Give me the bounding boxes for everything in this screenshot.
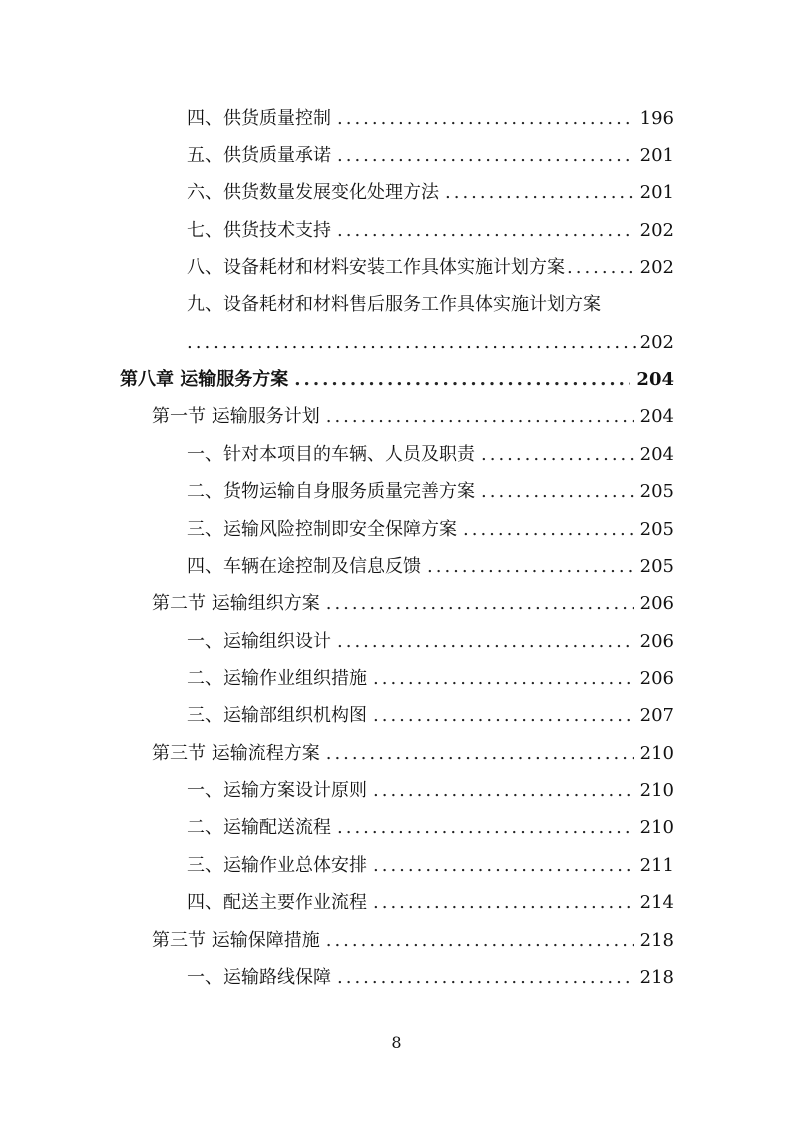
toc-leader-dots: [326, 735, 634, 772]
toc-entry-continuation[interactable]: [0, 324, 793, 361]
toc-entry-title: 九、设备耗材和材料售后服务工作具体实施计划方案: [187, 294, 601, 315]
toc-entry-page: 204: [639, 406, 674, 427]
toc-entry-page: 211: [639, 855, 674, 876]
toc-entry-page: 218: [639, 967, 674, 988]
toc-entry-page: 196: [639, 108, 674, 129]
toc-entry[interactable]: [0, 473, 793, 510]
toc-entry[interactable]: [0, 436, 793, 473]
toc-entry-page: 207: [639, 705, 674, 726]
toc-leader-dots: [463, 511, 634, 548]
toc-entry-page: 205: [639, 481, 674, 502]
toc-entry-page: 201: [639, 145, 674, 166]
toc-entry-title: 四、配送主要作业流程: [187, 892, 367, 913]
toc-leader-dots: [481, 436, 634, 473]
toc-section[interactable]: [0, 585, 793, 622]
toc-entry-title: 四、供货质量控制: [187, 108, 331, 129]
toc-entry-title: 一、运输方案设计原则: [187, 780, 367, 801]
toc-entry-title: 第三节 运输流程方案: [152, 743, 320, 764]
toc-leader-dots: [481, 473, 634, 510]
toc-entry-page: 205: [639, 556, 674, 577]
toc-leader-dots: [326, 398, 634, 435]
toc-leader-dots: [373, 847, 634, 884]
toc-entry[interactable]: [0, 548, 793, 585]
toc-leader-dots: [187, 324, 636, 361]
toc-entry-page: 204: [639, 444, 674, 465]
toc-entry-page: 206: [639, 668, 674, 689]
toc-entry-title: 七、供货技术支持: [187, 220, 331, 241]
toc-entry[interactable]: [0, 697, 793, 734]
toc-leader-dots: [373, 884, 634, 921]
toc-entry[interactable]: [0, 286, 793, 323]
toc-entry-title: 第八章 运输服务方案: [120, 369, 289, 390]
toc-entry[interactable]: [0, 249, 793, 286]
toc-entry-page: 202: [639, 332, 674, 353]
toc-entry-page: 205: [639, 519, 674, 540]
toc-entry-page: 206: [639, 631, 674, 652]
toc-entry-title: 八、设备耗材和材料安装工作具体实施计划方案: [187, 257, 565, 278]
toc-entry[interactable]: [0, 884, 793, 921]
toc-entry-title: 第二节 运输组织方案: [152, 593, 320, 614]
toc-entry-page: 204: [636, 369, 674, 390]
toc-leader-dots: [373, 697, 634, 734]
toc-entry[interactable]: [0, 660, 793, 697]
toc-leader-dots: [326, 922, 634, 959]
toc-entry-page: 218: [639, 930, 674, 951]
toc-leader-dots: [373, 772, 634, 809]
toc-entry-title: 一、运输组织设计: [187, 631, 331, 652]
toc-entry-title: 三、运输部组织机构图: [187, 705, 367, 726]
toc-leader-dots: [427, 548, 634, 585]
toc-section[interactable]: [0, 735, 793, 772]
toc-entry-page: 206: [639, 593, 674, 614]
toc-entry-title: 五、供货质量承诺: [187, 145, 331, 166]
toc-entry-title: 四、车辆在途控制及信息反馈: [187, 556, 421, 577]
toc-entry-page: 210: [639, 817, 674, 838]
toc-entry-page: 214: [639, 892, 674, 913]
toc-entry[interactable]: [0, 212, 793, 249]
toc-leader-dots: [567, 249, 638, 286]
toc-section[interactable]: [0, 398, 793, 435]
toc-entry-title: 一、针对本项目的车辆、人员及职责: [187, 444, 475, 465]
toc-entry-title: 三、运输作业总体安排: [187, 855, 367, 876]
toc-entry[interactable]: [0, 847, 793, 884]
toc-entry-title: 第三节 运输保障措施: [152, 930, 320, 951]
toc-leader-dots: [445, 174, 634, 211]
toc-entry-title: 六、供货数量发展变化处理方法: [187, 182, 439, 203]
toc-entry-page: 202: [639, 257, 674, 278]
toc-entry-title: 二、货物运输自身服务质量完善方案: [187, 481, 475, 502]
toc-entry-title: 第一节 运输服务计划: [152, 406, 320, 427]
page-number: 8: [391, 1033, 402, 1052]
toc-entry-title: 一、运输路线保障: [187, 967, 331, 988]
toc-chapter[interactable]: [0, 361, 793, 398]
toc-entry-page: 201: [639, 182, 674, 203]
toc-leader-dots: [337, 137, 634, 174]
toc-leader-dots: [337, 623, 634, 660]
toc-entry[interactable]: [0, 100, 793, 137]
toc-entry-page: 210: [639, 780, 674, 801]
toc-leader-dots: [373, 660, 634, 697]
toc-entry[interactable]: [0, 174, 793, 211]
toc-entry[interactable]: [0, 511, 793, 548]
toc-entry-page: 202: [639, 220, 674, 241]
toc-entry[interactable]: [0, 772, 793, 809]
toc-leader-dots: [294, 361, 630, 398]
toc-entry[interactable]: [0, 809, 793, 846]
toc-entry-page: 210: [639, 743, 674, 764]
toc-leader-dots: [337, 212, 634, 249]
toc-leader-dots: [337, 959, 634, 996]
toc-leader-dots: [337, 100, 634, 137]
toc-entry[interactable]: [0, 623, 793, 660]
toc-entry[interactable]: [0, 959, 793, 996]
toc-entry-title: 二、运输配送流程: [187, 817, 331, 838]
toc-section[interactable]: [0, 922, 793, 959]
toc-entry-title: 三、运输风险控制即安全保障方案: [187, 519, 457, 540]
toc-leader-dots: [326, 585, 634, 622]
toc-entry-title: 二、运输作业组织措施: [187, 668, 367, 689]
toc-leader-dots: [337, 809, 634, 846]
toc-entry[interactable]: [0, 137, 793, 174]
